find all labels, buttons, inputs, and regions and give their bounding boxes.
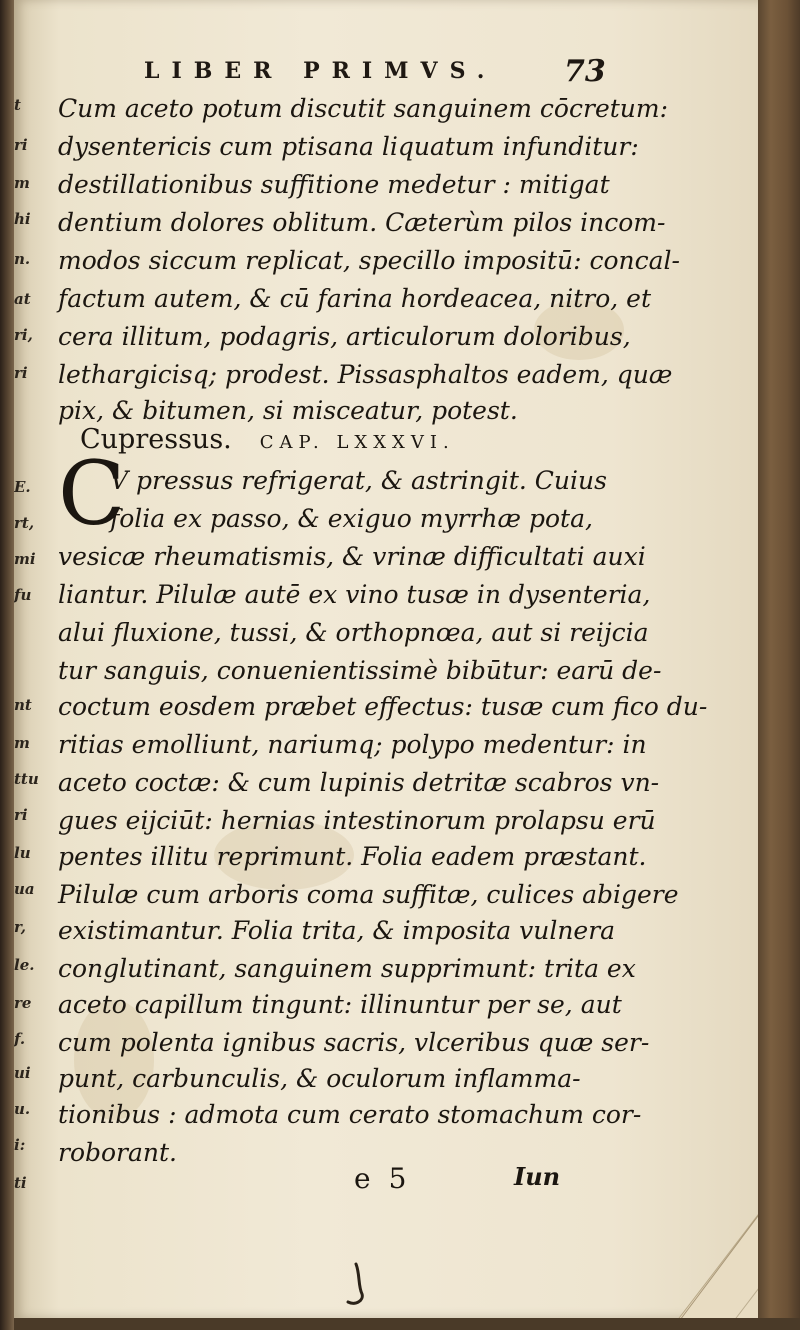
text-line: aceto capillum tingunt: illinuntur per se, aut — [58, 990, 622, 1019]
margin-fragment: rt, — [14, 514, 35, 532]
margin-fragment: nt — [14, 696, 32, 714]
text-line: Pilulæ cum arboris coma suffitæ, culices abigere — [58, 880, 679, 909]
margin-fragment: m — [14, 174, 30, 192]
margin-fragment: at — [14, 290, 31, 308]
text-line: aceto coctæ: & cum lupinis detritæ scabros vn- — [58, 768, 660, 797]
signature-number: 5 — [388, 1162, 407, 1195]
running-head: LIBER PRIMVS. — [144, 58, 497, 84]
book-cover-edge — [758, 0, 800, 1330]
text-line: conglutinant, sanguinem supprimunt: trita ex — [58, 954, 636, 983]
previous-page-margin — [14, 0, 44, 1318]
text-line: pix, & bitumen, si misceatur, potest. — [58, 396, 518, 425]
margin-fragment: fu — [14, 586, 32, 604]
text-line: coctum eosdem præbet effectus: tusæ cum fico du- — [58, 692, 708, 721]
margin-fragment: ui — [14, 1064, 31, 1082]
page — [14, 0, 760, 1318]
text-line: cera illitum, podagris, articulorum doloribus, — [58, 322, 631, 351]
text-line: pentes illitu reprimunt. Folia eadem præstant. — [58, 842, 647, 871]
text-line: cum polenta ignibus sacris, vlceribus quæ ser- — [58, 1028, 650, 1057]
margin-fragment: n. — [14, 250, 31, 268]
text-line: dysentericis cum ptisana liquatum infunditur: — [58, 132, 639, 161]
text-line: ritias emolliunt, nariumq; polypo medentur: in — [58, 730, 647, 759]
ink-blot-icon — [334, 1260, 384, 1310]
text-line: destillationibus suffitione medetur : mitigat — [58, 170, 610, 199]
margin-fragment: ri, — [14, 326, 33, 344]
margin-fragment: t — [14, 96, 21, 114]
text-line: dentium dolores oblitum. Cæterùm pilos incom- — [58, 208, 666, 237]
margin-fragment: ua — [14, 880, 35, 898]
margin-fragment: ri — [14, 364, 28, 382]
page-bottom-edge — [14, 1318, 800, 1330]
text-line: folia ex passo, & exiguo myrrhæ pota, — [110, 504, 593, 533]
margin-fragment: re — [14, 994, 32, 1012]
text-line: tionibus : admota cum cerato stomachum cor- — [58, 1100, 642, 1129]
page-header — [144, 54, 754, 89]
text-line: liantur. Pilulæ autē ex vino tusæ in dysenteria, — [58, 580, 651, 609]
margin-fragment: ti — [14, 1174, 27, 1192]
drop-cap: C — [58, 442, 126, 545]
margin-fragment: i: — [14, 1136, 26, 1154]
margin-fragment: m — [14, 734, 30, 752]
text-line: punt, carbunculis, & oculorum inflamma- — [58, 1064, 581, 1093]
footer-catchline — [354, 1162, 614, 1198]
margin-fragment: le. — [14, 956, 35, 974]
text-line: Cum aceto potum discutit sanguinem cōcretum: — [58, 94, 669, 123]
text-line: modos siccum replicat, specillo impositū: concal- — [58, 246, 680, 275]
text-line: vesicæ rheumatismis, & vrinæ difficultati auxi — [58, 542, 646, 571]
text-line: lethargicisq; prodest. Pissasphaltos eadem, quæ — [58, 360, 673, 389]
text-line: tur sanguis, conuenientissimè bibūtur: earū de- — [58, 656, 662, 685]
chapter-title: Cupressus. — [80, 424, 232, 455]
folio-number: 73 — [564, 54, 606, 89]
text-line: V pressus refrigerat, & astringit. Cuius — [110, 466, 607, 495]
chapter-number: CAP. LXXXVI. — [259, 432, 455, 453]
text-line: existimantur. Folia trita, & imposita vulnera — [58, 916, 616, 945]
margin-fragment: u. — [14, 1100, 31, 1118]
margin-fragment: f. — [14, 1030, 26, 1048]
text-line: gues eijciūt: hernias intestinorum prolapsu erū — [58, 806, 656, 835]
text-line: factum autem, & cū farina hordeacea, nitro, et — [58, 284, 651, 313]
margin-fragment: r, — [14, 918, 27, 936]
text-line: roborant. — [58, 1138, 178, 1167]
text-line: alui fluxione, tussi, & orthopnœa, aut si reijcia — [58, 618, 649, 647]
chapter-heading — [80, 424, 640, 455]
margin-fragment: E. — [14, 478, 31, 496]
margin-fragment: mi — [14, 550, 36, 568]
catchword: Iun — [514, 1162, 561, 1191]
margin-fragment: lu — [14, 844, 31, 862]
margin-fragment: ri — [14, 136, 28, 154]
margin-fragment: ri — [14, 806, 28, 824]
signature-letter: e — [354, 1162, 371, 1195]
spine-edge — [0, 0, 14, 1330]
margin-fragment: ttu — [14, 770, 39, 788]
margin-fragment: hi — [14, 210, 31, 228]
signature-mark — [354, 1162, 406, 1195]
